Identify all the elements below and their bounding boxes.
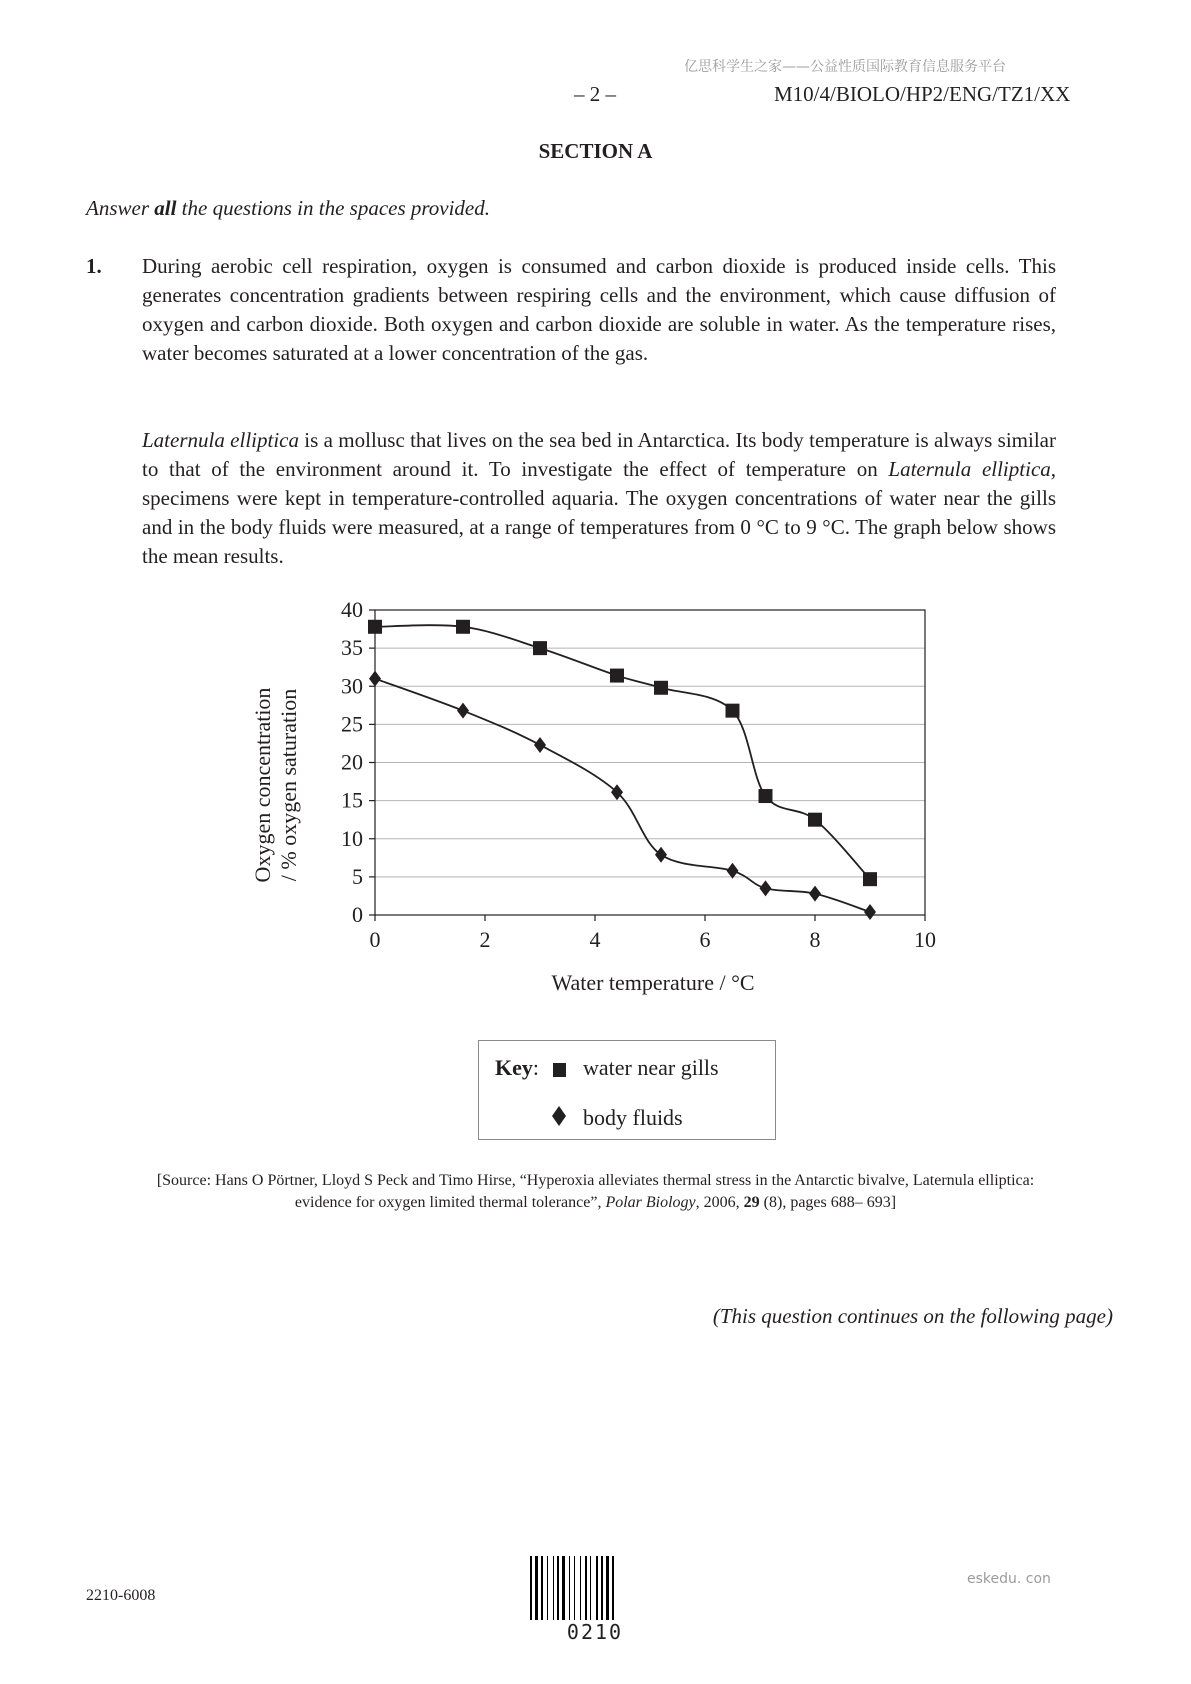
watermark-footer: eskedu. con (967, 1571, 1051, 1587)
body-fluids-data-point (655, 847, 667, 863)
footer-code: 2210-6008 (86, 1587, 156, 1604)
y-tick-label: 15 (341, 787, 363, 813)
question-paragraph-1: During aerobic cell respiration, oxygen is consumed and carbon dioxide is produced inside cells. This generates concentration gradients between respiring cells and the environment, which cause diffusion of oxygen and carbon dioxide. Both oxygen and carbon dioxide are soluble in water. As the temperature rises, water becomes saturated at a lower concentration of the gas. (142, 254, 1056, 365)
y-tick-label: 10 (341, 825, 363, 851)
series-line-gills (375, 625, 870, 879)
x-tick-label: 10 (914, 927, 936, 952)
y-tick-label: 30 (341, 673, 363, 699)
body-fluids-data-point (369, 671, 381, 687)
barcode-bar (580, 1556, 581, 1620)
y-tick-label: 25 (341, 711, 363, 737)
gills-data-point (759, 789, 773, 803)
chart-curves (375, 625, 870, 912)
gills-data-point (533, 641, 547, 655)
gills-data-point (368, 620, 382, 634)
gills-data-point (808, 813, 822, 827)
key-item-gills: water near gills (583, 1055, 719, 1080)
y-tick-label: 5 (352, 863, 363, 889)
x-tick-label: 2 (479, 927, 491, 952)
y-tick-label: 0 (352, 902, 363, 927)
barcode (530, 1556, 660, 1620)
y-tick-label: 35 (341, 635, 363, 661)
y-tick-label: 40 (341, 597, 363, 622)
chart-key (478, 1040, 776, 1140)
barcode-bar (601, 1556, 603, 1620)
barcode-bar (535, 1556, 538, 1620)
x-tick-label: 6 (699, 927, 711, 952)
x-tick-label: 4 (589, 927, 601, 952)
source-line-2: evidence for oxygen limited thermal tolerance”, Polar Biology, 2006, 29 (8), pages 688– 693] (294, 1194, 897, 1211)
barcode-bar (541, 1556, 543, 1620)
chart-gridlines (375, 610, 925, 877)
oxygen-concentration-chart (230, 595, 950, 1005)
body-fluids-data-point (864, 904, 876, 920)
gills-data-point (456, 620, 470, 634)
gills-data-point (863, 872, 877, 886)
key-item-body-fluids: body fluids (583, 1105, 683, 1130)
body-fluids-data-point (457, 703, 469, 719)
gills-data-point (610, 669, 624, 683)
barcode-number: 0210 (566, 1620, 624, 1644)
barcode-bar (596, 1556, 598, 1620)
barcode-bar (612, 1556, 614, 1620)
chart-markers (368, 620, 877, 920)
square-marker-icon (553, 1063, 566, 1077)
source-citation (60, 1170, 1131, 1214)
y-tick-label: 20 (341, 749, 363, 775)
barcode-bar (530, 1556, 532, 1620)
y-axis-label-line1: Oxygen concentration (250, 687, 275, 883)
body-fluids-data-point (534, 737, 546, 753)
x-axis-label: Water temperature / °C (551, 970, 755, 995)
page-number: – 2 – (574, 82, 616, 106)
barcode-bar (557, 1556, 559, 1620)
x-tick-label: 8 (809, 927, 821, 952)
gills-data-point (654, 681, 668, 695)
question-number: 1. (86, 254, 102, 278)
barcode-bar (562, 1556, 565, 1620)
section-title: SECTION A (538, 139, 653, 163)
x-tick-label: 0 (369, 927, 381, 952)
source-line-1: [Source: Hans O Pörtner, Lloyd S Peck and Timo Hirse, “Hyperoxia alleviates thermal stress in the Antarctic bivalve, Laternula elliptica: (156, 1172, 1035, 1189)
barcode-bar (569, 1556, 570, 1620)
body-fluids-data-point (611, 784, 623, 800)
barcode-bar (574, 1556, 575, 1620)
body-fluids-data-point (809, 886, 821, 902)
barcode-bar (553, 1556, 554, 1620)
barcode-bar (547, 1556, 548, 1620)
diamond-marker-icon (551, 1105, 567, 1127)
body-fluids-data-point (760, 880, 772, 896)
gills-data-point (726, 704, 740, 718)
question-paragraph-2: Laternula elliptica is a mollusc that lives on the sea bed in Antarctica. Its body temperature is always similar to that of the environment around it. To investigate the effect of temperature on Laternula elliptica, specimens were kept in temperature-controlled aquaria. The oxygen concentrations of water near the gills and in the body fluids were measured, at a range of temperatures from 0 °C to 9 °C. The graph below shows the mean results. (142, 428, 1057, 568)
key-label: Key: (495, 1055, 540, 1080)
barcode-bar (585, 1556, 587, 1620)
barcode-bar (606, 1556, 609, 1620)
paper-code: M10/4/BIOLO/HP2/ENG/TZ1/XX (774, 82, 1071, 106)
watermark-header: 亿思科学生之家——公益性质国际教育信息服务平台 (684, 59, 1006, 75)
barcode-bar (590, 1556, 591, 1620)
chart-ticks (341, 597, 936, 952)
instruction: Answer all the questions in the spaces provided. (86, 196, 491, 220)
y-axis-label-line2: / % oxygen saturation (276, 688, 301, 882)
continues-note: (This question continues on the following page) (712, 1304, 1113, 1328)
